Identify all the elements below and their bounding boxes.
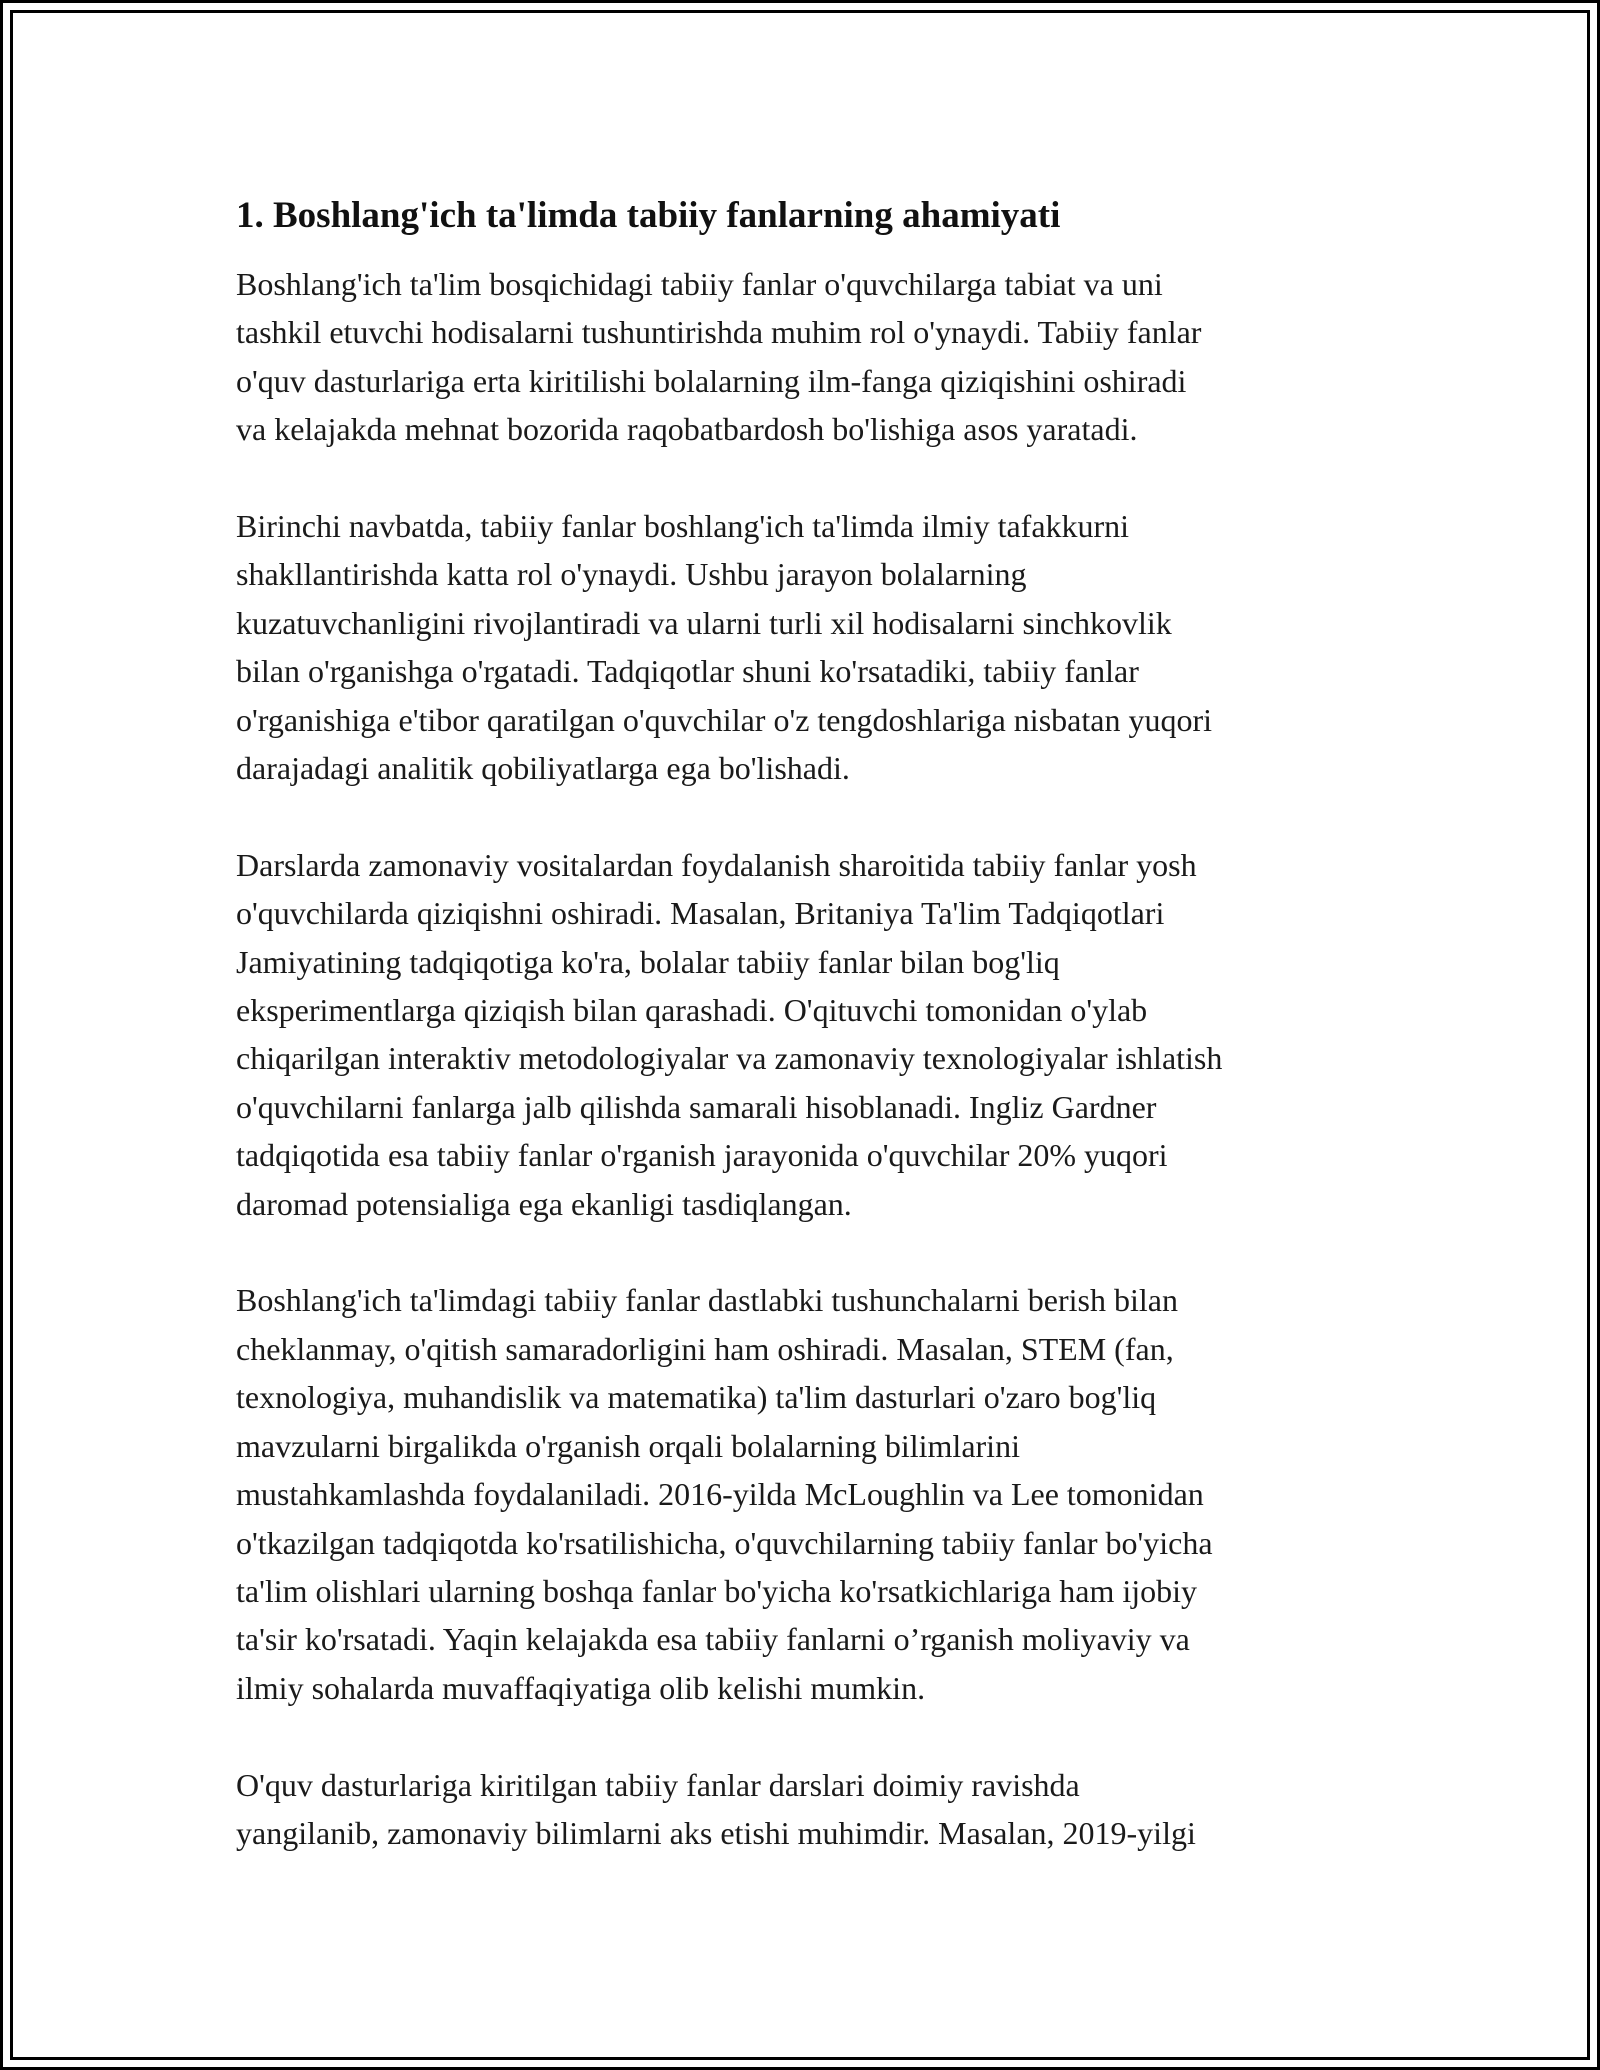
text-line: o'quvchilarda qiziqishni oshiradi. Masalan, Britaniya Ta'lim Tadqiqotlari [236, 895, 1165, 932]
text-line: texnologiya, muhandislik va matematika) ta'lim dasturlari o'zaro bog'liq [236, 1379, 1157, 1416]
text-line: Jamiyatining tadqiqotiga ko'ra, bolalar tabiiy fanlar bilan bog'liq [236, 943, 1060, 980]
text-line: Birinchi navbatda, tabiiy fanlar boshlang'ich ta'limda ilmiy tafakkurni [236, 508, 1130, 545]
text-line: o'quvchilarni fanlarga jalb qilishda samarali hisoblanadi. Ingliz Gardner [236, 1088, 1157, 1125]
text-line: shakllantirishda katta rol o'ynaydi. Ushbu jarayon bolalarning [236, 556, 1027, 593]
paragraph-1 [236, 260, 1386, 454]
text-line: ta'sir ko'rsatadi. Yaqin kelajakda esa tabiiy fanlarni o’rganish moliyaviy va [236, 1621, 1190, 1658]
text-line: o'quv dasturlariga erta kiritilishi bolalarning ilm-fanga qiziqishini oshiradi [236, 362, 1187, 399]
text-line: cheklanmay, o'qitish samaradorligini ham oshiradi. Masalan, STEM (fan, [236, 1330, 1174, 1367]
text-line: darajadagi analitik qobiliyatlarga ega bo'lishadi. [236, 750, 850, 787]
text-line: ilmiy sohalarda muvaffaqiyatiga olib kelishi mumkin. [236, 1669, 926, 1706]
text-line: mavzularni birgalikda o'rganish orqali bolalarning bilimlarini [236, 1427, 1020, 1464]
text-line: bilan o'rganishga o'rgatadi. Tadqiqotlar shuni ko'rsatadiki, tabiiy fanlar [236, 653, 1139, 690]
text-line: ta'lim olishlari ularning boshqa fanlar bo'yicha ko'rsatkichlariga ham ijobiy [236, 1572, 1198, 1609]
text-line: tashkil etuvchi hodisalarni tushuntirishda muhim rol o'ynaydi. Tabiiy fanlar [236, 314, 1202, 351]
paragraph-4 [236, 1276, 1386, 1712]
paragraph-5 [236, 1761, 1386, 1858]
text-line: mustahkamlashda foydalaniladi. 2016-yilda McLoughlin va Lee tomonidan [236, 1476, 1204, 1513]
text-line: tadqiqotida esa tabiiy fanlar o'rganish jarayonida o'quvchilar 20% yuqori [236, 1137, 1168, 1174]
text-line: eksperimentlarga qiziqish bilan qarashadi. O'qituvchi tomonidan o'ylab [236, 992, 1148, 1029]
section-heading: 1. Boshlang'ich ta'limda tabiiy fanlarning ahamiyati [236, 195, 1061, 236]
document-body [236, 170, 1386, 1906]
text-line: va kelajakda mehnat bozorida raqobatbardosh bo'lishiga asos yaratadi. [236, 411, 1138, 448]
paragraph-2 [236, 502, 1386, 792]
text-line: O'quv dasturlariga kiritilgan tabiiy fanlar darslari doimiy ravishda [236, 1766, 1080, 1803]
text-line: o'rganishiga e'tibor qaratilgan o'quvchilar o'z tengdoshlariga nisbatan yuqori [236, 701, 1212, 738]
text-line: kuzatuvchanligini rivojlantiradi va ularni turli xil hodisalarni sinchkovlik [236, 604, 1172, 641]
text-line: chiqarilgan interaktiv metodologiyalar va zamonaviy texnologiyalar ishlatish [236, 1040, 1223, 1077]
text-line: yangilanib, zamonaviy bilimlarni aks etishi muhimdir. Masalan, 2019-yilgi [236, 1814, 1196, 1851]
paragraph-3 [236, 841, 1386, 1228]
text-line: daromad potensialiga ega ekanligi tasdiqlangan. [236, 1185, 852, 1222]
text-line: Darslarda zamonaviy vositalardan foydalanish sharoitida tabiiy fanlar yosh [236, 846, 1197, 883]
text-line: o'tkazilgan tadqiqotda ko'rsatilishicha, o'quvchilarning tabiiy fanlar bo'yicha [236, 1524, 1213, 1561]
text-line: Boshlang'ich ta'limdagi tabiiy fanlar dastlabki tushunchalarni berish bilan [236, 1282, 1178, 1319]
text-line: Boshlang'ich ta'lim bosqichidagi tabiiy fanlar o'quvchilarga tabiat va uni [236, 266, 1163, 302]
